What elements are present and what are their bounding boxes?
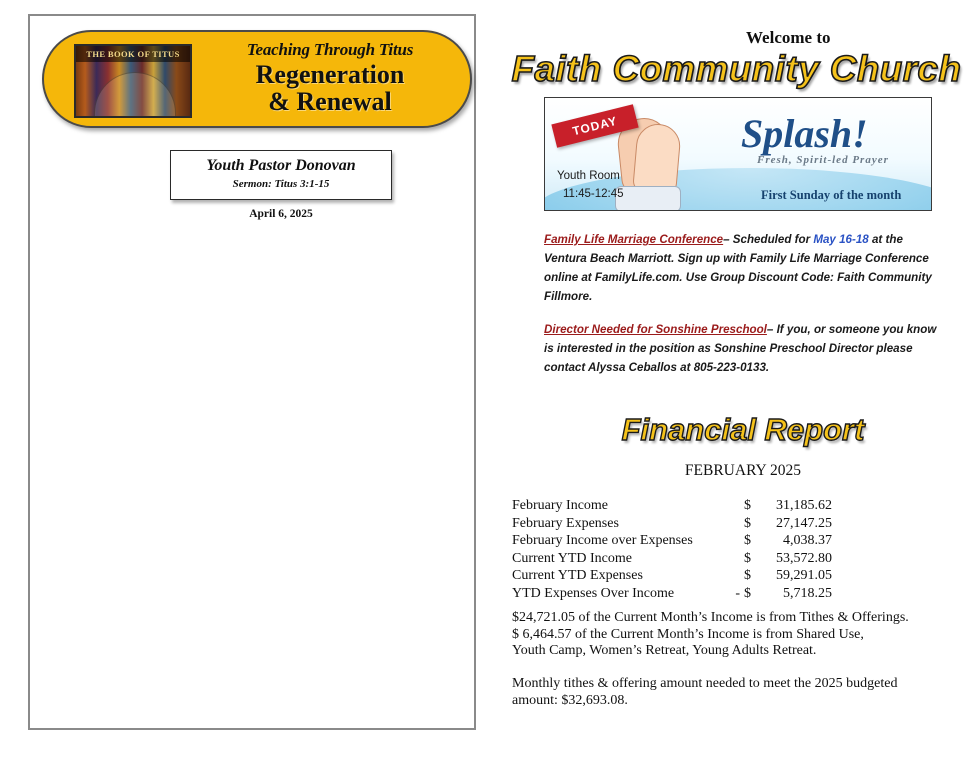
financial-row-sign	[714, 516, 744, 534]
splash-time: 11:45-12:45	[563, 188, 624, 200]
announcement-item	[544, 320, 942, 377]
table-row	[512, 568, 832, 586]
service-date: April 6, 2025	[249, 208, 313, 220]
financial-row-currency: $	[744, 533, 751, 548]
table-row	[512, 551, 832, 569]
note-line: $24,721.05 of the Current Month’s Income is from Tithes & Offerings.	[512, 610, 909, 625]
financial-report-heading: Financial Report	[621, 412, 865, 447]
financial-row-amount: 27,147.25	[776, 515, 832, 531]
financial-row-sign	[714, 551, 744, 569]
book-image-label: THE BOOK OF TITUS	[76, 46, 190, 62]
financial-row-currency: $	[744, 515, 751, 531]
financial-row-label: February Income over Expenses	[512, 533, 693, 548]
financial-report-month: FEBRUARY 2025	[684, 462, 802, 479]
financial-row-currency: $	[744, 498, 751, 513]
sermon-title-line2: & Renewal	[268, 87, 392, 116]
splash-frequency: First Sunday of the month	[761, 188, 902, 202]
splash-event-banner	[544, 97, 932, 211]
announcement-item	[544, 230, 942, 306]
table-row	[512, 586, 832, 604]
sermon-banner-text	[196, 40, 464, 115]
table-row	[512, 516, 832, 534]
stained-glass-arch	[94, 72, 176, 118]
splash-subtitle: Fresh, Spirit-led Prayer	[757, 154, 889, 166]
financial-table	[512, 498, 832, 603]
financial-row-currency: $	[744, 550, 751, 566]
table-row	[512, 498, 832, 516]
splash-title: Splash!	[741, 111, 868, 156]
financial-row-label: Current YTD Income	[512, 550, 632, 566]
sermon-title-line1: Regeneration	[255, 60, 405, 89]
announcement-date-highlight: May 16-18	[813, 233, 869, 246]
financial-row-amount: 5,718.25	[783, 585, 832, 601]
financial-note-budget	[512, 676, 952, 709]
announcement-body-part1: – Scheduled for	[723, 233, 814, 246]
financial-row-sign	[714, 568, 744, 586]
pastor-name: Youth Pastor Donovan	[206, 157, 356, 174]
note-line: Youth Camp, Women’s Retreat, Young Adults Retreat.	[512, 643, 817, 658]
financial-row-amount: 31,185.62	[776, 498, 832, 513]
announcement-body-part1: – If you, or someone you know is interested in the position as Sonshine Preschool Director please contact Alyssa Ceballos at 805-223-0133.	[544, 323, 937, 374]
pastor-box	[170, 150, 392, 200]
financial-row-amount: 53,572.80	[776, 550, 832, 566]
financial-row-label: Current YTD Expenses	[512, 568, 643, 583]
financial-note-income-breakdown	[512, 610, 952, 660]
sermon-reference: Sermon: Titus 3:1-15	[232, 178, 330, 190]
financial-row-label: February Income	[512, 498, 609, 513]
table-row	[512, 533, 832, 551]
note-line: Monthly tithes & offering amount needed to meet the 2025 budgeted	[512, 676, 898, 691]
announcement-heading: Director Needed for Sonshine Preschool	[544, 323, 767, 336]
financial-row-amount: 4,038.37	[783, 533, 832, 548]
announcement-heading: Family Life Marriage Conference	[544, 233, 724, 246]
announcement-body-part2: at the Ventura Beach Marriott. Sign up with Family Life Marriage Conference online at FamilyLife.com. Use Group Discount Code: Faith Community Fillmore.	[544, 233, 932, 303]
financial-row-currency: $	[744, 568, 751, 583]
welcome-text: Welcome to	[746, 28, 831, 47]
sermon-banner	[42, 30, 472, 128]
sermon-panel	[28, 14, 476, 730]
financial-row-label: YTD Expenses Over Income	[512, 585, 675, 601]
church-name: Faith Community Church	[511, 48, 962, 89]
financial-row-sign	[714, 498, 744, 516]
financial-row-sign: -	[735, 585, 740, 601]
financial-row-sign	[714, 533, 744, 551]
financial-row-label: February Expenses	[512, 515, 619, 531]
book-of-titus-image	[74, 44, 192, 118]
splash-room: Youth Room	[557, 170, 620, 182]
financial-row-amount: 59,291.05	[776, 568, 832, 583]
note-line: $ 6,464.57 of the Current Month’s Income is from Shared Use,	[512, 626, 864, 642]
financial-row-currency: $	[744, 585, 751, 601]
note-line: amount: $32,693.08.	[512, 692, 628, 708]
series-title: Teaching Through Titus	[246, 40, 414, 59]
today-ribbon: TODAY	[551, 104, 638, 148]
